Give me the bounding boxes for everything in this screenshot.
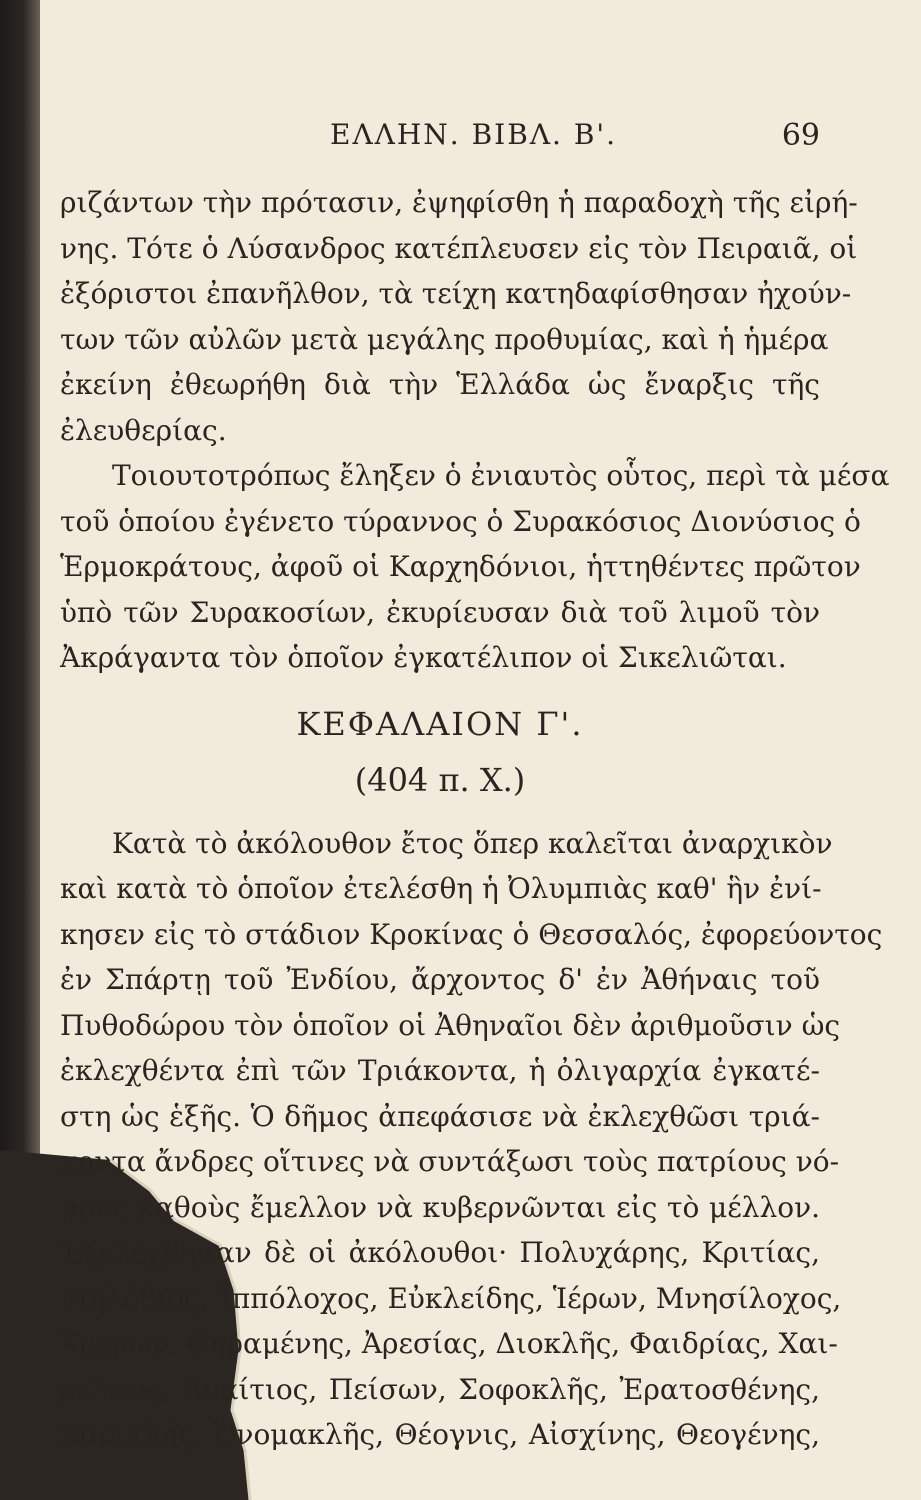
text-line: ριζάντων τὴν πρότασιν, ἐψηφίσθη ἡ παραδοχὴ τῆς εἰρή- xyxy=(60,186,858,219)
book-page xyxy=(60,0,890,1500)
text-line: Χαρικλῆς, Ὀνομακλῆς, Θέογνις, Αἰσχίνης, Θεογένης, xyxy=(60,1418,820,1451)
running-head: ΕΛΛΗΝ. ΒΙΒΛ. Β'. xyxy=(330,118,618,151)
paragraph xyxy=(60,821,883,1458)
text-line: καὶ κατὰ τὸ ὁποῖον ἐτελέσθη ἡ Ὀλυμπιὰς καθ' ἣν ἐνί- xyxy=(60,872,822,905)
text-line: μους καθοὺς ἔμελλον νὰ κυβερνῶνται εἰς τὸ μέλλον. xyxy=(60,1190,820,1224)
text-line: Τοιουτοτρόπως ἔληξεν ὁ ἐνιαυτὸς οὗτος, περὶ τὰ μέσα xyxy=(112,459,890,492)
text-line: ἐν Σπάρτῃ τοῦ Ἐνδίου, ἄρχοντος δ' ἐν Ἀθήναις τοῦ xyxy=(60,963,820,996)
text-line: Ἐξελέχθησαν δὲ οἱ ἀκόλουθοι· Πολυχάρης, Κριτίας, xyxy=(60,1236,820,1269)
chapter-year: (404 π. Χ.) xyxy=(354,760,526,799)
paragraph xyxy=(60,180,858,453)
text-line: Μηλόβιος, Ἱππόλοχος, Εὐκλείδης, Ἱέρων, Μνησίλοχος, xyxy=(60,1281,842,1315)
text-line: ἐκείνη ἐθεωρήθη διὰ τὴν Ἑλλάδα ὡς ἔναρξις τῆς xyxy=(60,368,820,401)
text-line: κησεν εἰς τὸ στάδιον Κροκίνας ὁ Θεσσαλός, ἐφορεύοντος xyxy=(60,917,883,951)
text-line: ἐκλεχθέντα ἐπὶ τῶν Τριάκοντα, ἡ ὀλιγαρχία ἐγκατέ- xyxy=(60,1054,820,1087)
text-line: τοῦ ὁποίου ἐγένετο τύραννος ὁ Συρακόσιος Διονύσιος ὁ xyxy=(60,504,861,538)
text-line: Πυθοδώρου τὸν ὁποῖον οἱ Ἀθηναῖοι δὲν ἀριθμοῦσιν ὡς xyxy=(60,1008,841,1042)
text-line: νης. Τότε ὁ Λύσανδρος κατέπλευσεν εἰς τὸν Πειραιᾶ, οἱ xyxy=(60,231,858,265)
page-number: 69 xyxy=(781,118,820,153)
text-line: ἐξόριστοι ἐπανῆλθον, τὰ τείχη κατηδαφίσθησαν ἠχούν- xyxy=(60,277,852,310)
paragraph xyxy=(60,453,890,681)
text-line: κοντα ἄνδρες οἵτινες νὰ συντάξωσι τοὺς πατρίους νό- xyxy=(60,1145,840,1178)
text-line: ρέλεως, Ἀναίτιος, Πείσων, Σοφοκλῆς, Ἐρατοσθένης, xyxy=(60,1372,820,1406)
text-line: Χρέμων, Θηραμένης, Ἀρεσίας, Διοκλῆς, Φαιδρίας, Χαι- xyxy=(60,1327,838,1360)
text-line: ἐλευθερίας. xyxy=(60,413,227,447)
body-text xyxy=(60,180,890,1458)
text-line: Ἀκράγαντα τὸν ὁποῖον ἐγκατέλιπον οἱ Σικελιῶται. xyxy=(60,641,787,674)
text-line: Ἑρμοκράτους, ἀφοῦ οἱ Καρχηδόνιοι, ἡττηθέντες πρῶτον xyxy=(60,550,861,583)
page-header xyxy=(60,118,820,158)
text-line: ὑπὸ τῶν Συρακοσίων, ἐκυρίευσαν διὰ τοῦ λιμοῦ τὸν xyxy=(60,595,820,629)
text-line: Κατὰ τὸ ἀκόλουθον ἔτος ὅπερ καλεῖται ἀναρχικὸν xyxy=(112,826,833,860)
text-line: των τῶν αὐλῶν μετὰ μεγάλης προθυμίας, καὶ ἡ ἡμέρα xyxy=(60,322,829,356)
chapter-title: ΚΕΦΑΛΑΙΟΝ Γ'. xyxy=(296,704,584,743)
text-line: στη ὡς ἑξῆς. Ὁ δῆμος ἀπεφάσισε νὰ ἐκλεχθῶσι τριά- xyxy=(60,1099,820,1133)
